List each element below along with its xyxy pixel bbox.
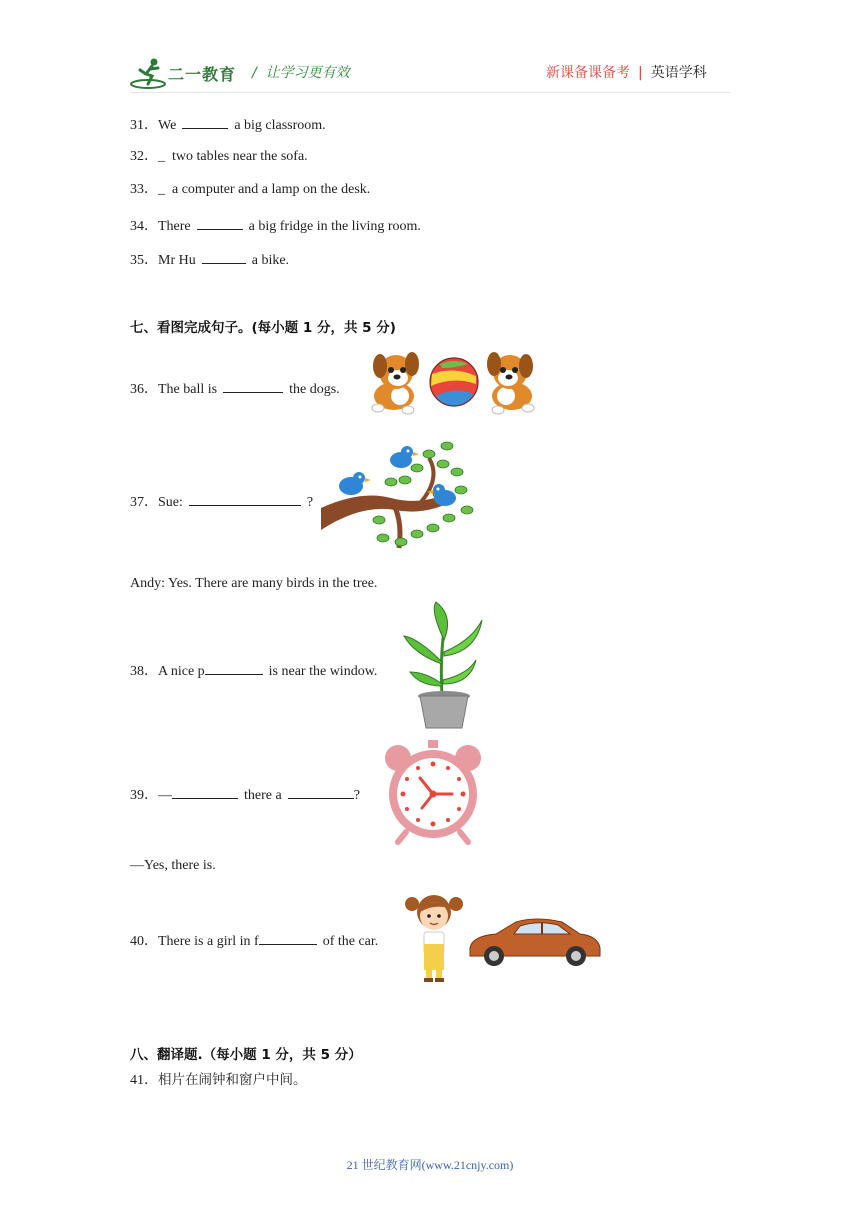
alarm-clock-image bbox=[380, 736, 486, 846]
girl-image bbox=[404, 890, 464, 984]
question-post: the dogs. bbox=[289, 382, 340, 397]
question-34 bbox=[130, 215, 421, 236]
answer-blank[interactable] bbox=[205, 660, 263, 675]
question-post: of the car. bbox=[322, 934, 379, 949]
question-number: 38． bbox=[130, 664, 158, 679]
question-41 bbox=[130, 1071, 307, 1090]
answer-37: Andy: Yes. There are many birds in the tree. bbox=[130, 576, 378, 591]
question-number: 37． bbox=[130, 495, 158, 510]
question-number: 31． bbox=[130, 118, 158, 133]
section-7-title: 七、看图完成句子。(每小题 1 分，共 5 分) bbox=[130, 320, 396, 336]
question-pre: _ bbox=[158, 149, 165, 164]
question-post: ? bbox=[353, 788, 360, 803]
question-number: 35． bbox=[130, 253, 158, 268]
question-pre: Mr Hu bbox=[158, 253, 196, 268]
question-40 bbox=[130, 930, 378, 951]
answer-blank[interactable] bbox=[172, 784, 238, 799]
birds-in-tree-image bbox=[321, 438, 481, 560]
question-post: a bike. bbox=[251, 253, 290, 268]
question-mid: there a bbox=[244, 788, 282, 803]
header-separator: | bbox=[638, 65, 643, 81]
question-pre: _ bbox=[158, 182, 165, 197]
section-8-title: 八、翻译题.（每小题 1 分，共 5 分） bbox=[130, 1047, 362, 1063]
page-footer: 21 世纪教育网(www.21cnjy.com) bbox=[346, 1158, 514, 1172]
logo-text: 二一教育 bbox=[168, 65, 237, 84]
question-post: ? bbox=[306, 495, 314, 510]
question-31 bbox=[130, 114, 326, 135]
site-logo bbox=[130, 56, 242, 90]
header-right-label: 英语学科 bbox=[650, 65, 707, 81]
slogan-separator: / bbox=[252, 65, 257, 81]
answer-blank[interactable] bbox=[182, 114, 228, 129]
answer-39: —Yes, there is. bbox=[130, 858, 216, 873]
bird-icon bbox=[339, 472, 371, 495]
question-pre: Sue: bbox=[158, 495, 183, 510]
answer-blank[interactable] bbox=[197, 215, 243, 230]
question-text: 相片在闹钟和窗户中间。 bbox=[158, 1072, 307, 1088]
car-image bbox=[466, 914, 602, 970]
question-pre: A nice p bbox=[158, 664, 205, 679]
question-32 bbox=[130, 148, 308, 166]
question-number: 32． bbox=[130, 149, 158, 164]
slogan bbox=[252, 62, 350, 82]
dogs-and-ball-image bbox=[360, 346, 545, 422]
dog-icon bbox=[372, 352, 419, 414]
question-post: a computer and a lamp on the desk. bbox=[172, 182, 371, 197]
question-38 bbox=[130, 660, 377, 681]
question-pre: There is a girl in f bbox=[158, 934, 259, 949]
question-39 bbox=[130, 784, 360, 805]
ball-icon bbox=[430, 358, 478, 406]
answer-blank[interactable] bbox=[202, 249, 246, 264]
question-number: 41． bbox=[130, 1073, 158, 1088]
runner-logo-icon bbox=[130, 56, 170, 90]
potted-plant-image bbox=[400, 600, 486, 732]
answer-blank[interactable] bbox=[189, 491, 301, 506]
question-post: two tables near the sofa. bbox=[172, 149, 308, 164]
question-36 bbox=[130, 378, 340, 399]
header-left-label: 新课备课备考 bbox=[546, 65, 630, 81]
question-35 bbox=[130, 249, 289, 270]
answer-blank[interactable] bbox=[259, 930, 317, 945]
question-37 bbox=[130, 491, 313, 512]
question-post: a big fridge in the living room. bbox=[248, 219, 421, 234]
question-number: 36． bbox=[130, 382, 158, 397]
question-number: 40． bbox=[130, 934, 158, 949]
header-divider bbox=[130, 92, 730, 93]
question-post: is near the window. bbox=[268, 664, 378, 679]
question-number: 33． bbox=[130, 182, 158, 197]
question-33 bbox=[130, 181, 370, 199]
header-subject bbox=[546, 62, 707, 82]
dog-icon bbox=[487, 352, 534, 414]
question-pre: — bbox=[158, 788, 172, 803]
question-post: a big classroom. bbox=[234, 118, 326, 133]
question-pre: There bbox=[158, 219, 191, 234]
question-pre: We bbox=[158, 118, 177, 133]
answer-blank[interactable] bbox=[223, 378, 283, 393]
slogan-text: 让学习更有效 bbox=[265, 65, 350, 81]
answer-blank[interactable] bbox=[288, 784, 354, 799]
question-number: 34． bbox=[130, 219, 158, 234]
question-pre: The ball is bbox=[158, 382, 218, 397]
question-number: 39． bbox=[130, 788, 158, 803]
